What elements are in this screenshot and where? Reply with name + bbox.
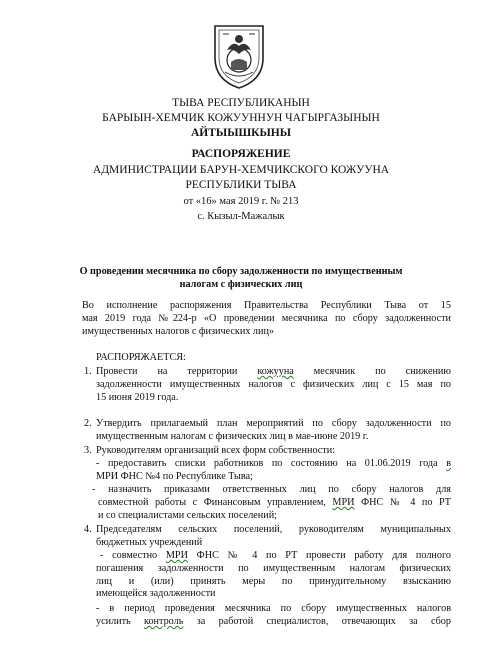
- document-date: от «16» мая 2019 г. № 213: [183, 196, 299, 207]
- order-word: РАСПОРЯЖАЕТСЯ:: [96, 352, 186, 363]
- title-line-1: О проведении месячника по сбору задолженности по имущественным: [79, 266, 403, 277]
- item-4-dash-2: - в период проведения месячника по сбору имущественных налогов усилить контроль за работой специалистов, отвечающих за сбор: [96, 603, 451, 627]
- document-type: РАСПОРЯЖЕНИЕ: [191, 148, 291, 160]
- header-line-6: РЕСПУБЛИКИ ТЫВА: [185, 179, 297, 191]
- intro-line-1: Во исполнение распоряжения Правительства Республики Тыва от 15: [82, 300, 451, 311]
- item-1: Провести на территории кожууна месячник по снижению задолженности имущественных налогов с физических лиц с 15 мая по 15 июня 2019 года.: [96, 366, 451, 403]
- item-2: [96, 418, 451, 444]
- item-3-line-1: Руководителям организаций всех форм собственности:: [96, 445, 336, 456]
- item-1-line-3: 15 июня 2019 года.: [96, 391, 179, 403]
- item-2-line-1: Утвердить прилагаемый план мероприятий по сбору задолженности по: [96, 418, 451, 429]
- item-1-number: 1.: [84, 366, 92, 377]
- header-line-1: ТЫВА РЕСПУБЛИКАНЫН: [172, 97, 310, 109]
- document-place: с. Кызыл-Мажалык: [197, 211, 285, 222]
- title-line-2: налогам с физических лиц: [179, 279, 303, 290]
- intro-line-3: имущественных налогов с физических лиц»: [82, 326, 275, 337]
- header-line-3: АЙТЫЫШКЫНЫ: [190, 127, 291, 139]
- item-2-number: 2.: [84, 418, 92, 429]
- intro-paragraph: [82, 300, 451, 313]
- intro-line-2: мая 2019 года №224-р «О проведении месячника по сбору задолженности: [82, 313, 451, 324]
- intro-paragraph-2: [82, 313, 451, 326]
- item-4: Председателям сельских поселений, руководителям муниципальных бюджетных учреждений: [96, 524, 451, 548]
- intro-paragraph-3: [82, 326, 451, 339]
- item-2-line-2: имущественным налогам с физических лиц в мае-июне 2019 г.: [96, 430, 369, 442]
- item-3-dash-2: - назначить приказами ответственных лиц по сбору налогов для совместной работы с Финансовым управлением, МРИ ФНС № 4 по РТ и со специалистами сельских поселений;: [92, 484, 452, 521]
- item-1-line-2: задолженности имущественных налогов с физических лиц с 15 мая по: [96, 378, 451, 390]
- tuva-coat-of-arms-icon: [209, 20, 269, 90]
- item-4-dash-1: - совместно МРИ ФНС № 4 по РТ провести работу для полного погашения задолженности по имущественным налогам физических лиц и (или) принять меры по принудительному взысканию имеющейся задолженности: [96, 550, 451, 600]
- header-line-5: АДМИНИСТРАЦИИ БАРУН-ХЕМЧИКСКОГО КОЖУУНА: [92, 164, 390, 176]
- item-3-number: 3.: [84, 445, 92, 456]
- item-3-dash-1: - предоставить списки работников по состоянию на 01.06.2019 года в МРИ ФНС №4 по Республике Тыва;: [96, 458, 451, 482]
- header-line-2: БАРЫЫН-ХЕМЧИК КОЖУУННУН ЧАГЫРГАЗЫНЫН: [102, 112, 380, 124]
- item-4-number: 4.: [84, 524, 92, 535]
